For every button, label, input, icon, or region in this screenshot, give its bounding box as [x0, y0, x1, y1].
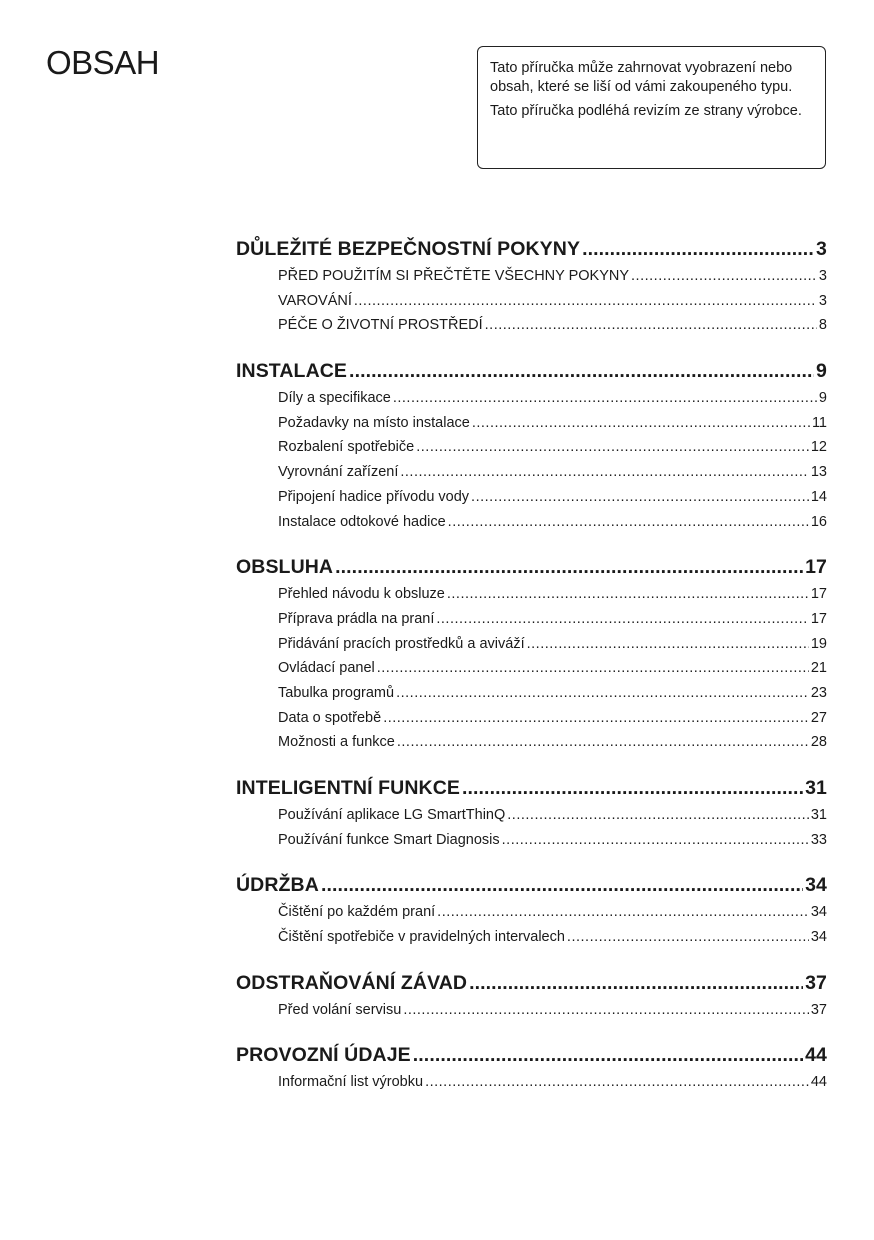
- toc-item[interactable]: [278, 510, 827, 535]
- toc-page-number: 33: [810, 831, 827, 848]
- toc-section-entry[interactable]: [236, 870, 827, 900]
- toc-item[interactable]: [278, 386, 827, 411]
- toc-item[interactable]: [278, 998, 827, 1023]
- dot-leader: [471, 485, 809, 510]
- toc-item[interactable]: [278, 900, 827, 925]
- dot-leader: [321, 870, 803, 900]
- toc-item[interactable]: [278, 706, 827, 731]
- toc-section-entry[interactable]: [236, 356, 827, 386]
- toc-section: [236, 552, 827, 755]
- toc-section-title: OBSLUHA: [236, 556, 334, 579]
- dot-leader: [448, 510, 809, 535]
- dot-leader: [393, 386, 817, 411]
- toc-item[interactable]: [278, 485, 827, 510]
- toc-item-title: Data o spotřebě: [278, 709, 382, 726]
- toc-item[interactable]: [278, 681, 827, 706]
- toc-section: [236, 1040, 827, 1095]
- toc-page-number: 3: [818, 268, 827, 284]
- toc-item-title: Tabulka programů: [278, 684, 395, 701]
- toc-item-title: Příprava prádla na praní: [278, 610, 435, 627]
- toc-page-number: 44: [810, 1074, 827, 1091]
- toc-item-title: Možnosti a funkce: [278, 734, 395, 751]
- toc-item-title: Rozbalení spotřebiče: [278, 439, 415, 456]
- dot-leader: [354, 289, 817, 314]
- toc-item-title: Před volání servisu: [278, 1001, 402, 1018]
- toc-item-title: Připojení hadice přívodu vody: [278, 488, 470, 505]
- dot-leader: [502, 828, 809, 853]
- toc-page-number: 9: [816, 360, 827, 383]
- toc-page-number: 37: [805, 971, 827, 994]
- toc-item-title: Instalace odtokové hadice: [278, 513, 446, 530]
- dot-leader: [485, 313, 817, 338]
- toc-item[interactable]: [278, 656, 827, 681]
- toc-item-title: Používání funkce Smart Diagnosis: [278, 831, 500, 848]
- dot-leader: [436, 607, 808, 632]
- toc-section-entry[interactable]: [236, 552, 827, 582]
- notice-text: Tato příručka podléhá revizím ze strany výrobce.: [490, 103, 802, 119]
- dot-leader: [403, 998, 809, 1023]
- dot-leader: [396, 681, 809, 706]
- toc-item[interactable]: [278, 289, 827, 314]
- toc-section-title: INTELIGENTNÍ FUNKCE: [236, 777, 460, 799]
- toc-section: [236, 356, 827, 534]
- toc-page-number: 19: [810, 635, 827, 652]
- toc-section-title: PROVOZNÍ ÚDAJE: [236, 1044, 411, 1067]
- dot-leader: [400, 460, 809, 485]
- toc-section-title: ODSTRAŇOVÁNÍ ZÁVAD: [236, 971, 468, 994]
- dot-leader: [527, 632, 809, 657]
- toc-item-title: Díly a specifikace: [278, 390, 391, 407]
- toc-page-number: 12: [810, 439, 827, 456]
- notice-text: Tato příručka může zahrnovat vyobrazení nebo obsah, které se liší od vámi zakoupeného typu.: [490, 60, 793, 95]
- toc-item[interactable]: [278, 828, 827, 853]
- toc-page-number: 34: [810, 904, 827, 921]
- toc-page-number: 3: [818, 292, 827, 309]
- toc-section: [236, 234, 827, 338]
- toc-item-title: Požadavky na místo instalace: [278, 414, 470, 431]
- toc-item[interactable]: [278, 1070, 827, 1095]
- toc-section-entry[interactable]: [236, 773, 827, 803]
- toc-section-entry[interactable]: [236, 234, 827, 264]
- notice-box: [477, 46, 826, 169]
- dot-leader: [397, 730, 809, 755]
- toc-item-title: VAROVÁNÍ: [278, 292, 352, 309]
- toc-item[interactable]: [278, 582, 827, 607]
- toc-page-number: 8: [818, 317, 827, 334]
- toc-item[interactable]: [278, 460, 827, 485]
- dot-leader: [631, 264, 817, 289]
- toc-page-number: 17: [810, 586, 827, 603]
- toc-item[interactable]: [278, 607, 827, 632]
- toc-page-number: 28: [810, 734, 827, 751]
- toc-item-title: PŘED POUŽITÍM SI PŘEČTĚTE VŠECHNY POKYNY: [278, 268, 630, 284]
- toc-item-title: Přehled návodu k obsluze: [278, 586, 445, 603]
- toc-page-number: 31: [810, 807, 827, 823]
- dot-leader: [507, 803, 809, 828]
- dot-leader: [469, 968, 803, 998]
- toc-section-title: INSTALACE: [236, 360, 348, 383]
- toc-item-title: Ovládací panel: [278, 660, 375, 677]
- toc-item-title: Čištění po každém praní: [278, 904, 436, 921]
- toc-page-number: 31: [805, 777, 827, 799]
- toc-page-number: 14: [810, 488, 827, 505]
- toc-item-title: Používání aplikace LG SmartThinQ: [278, 807, 506, 823]
- toc-page-number: 44: [805, 1044, 827, 1067]
- dot-leader: [413, 1040, 803, 1070]
- dot-leader: [447, 582, 809, 607]
- dot-leader: [377, 656, 809, 681]
- dot-leader: [349, 356, 814, 386]
- dot-leader: [437, 900, 809, 925]
- toc-page-number: 11: [811, 414, 827, 431]
- dot-leader: [462, 773, 803, 803]
- toc-page-number: 21: [810, 660, 827, 677]
- toc-section-entry[interactable]: [236, 1040, 827, 1070]
- toc-page-number: 9: [818, 390, 827, 407]
- toc-item[interactable]: [278, 411, 827, 436]
- toc-item[interactable]: [278, 803, 827, 828]
- toc-item-title: Vyrovnání zařízení: [278, 464, 399, 481]
- toc-item-title: Přidávání pracích prostředků a aviváží: [278, 635, 525, 652]
- toc-page-number: 23: [810, 684, 827, 701]
- toc-page-number: 17: [810, 610, 827, 627]
- toc-section: [236, 870, 827, 949]
- toc-page-number: 37: [810, 1001, 827, 1018]
- dot-leader: [383, 706, 809, 731]
- dot-leader: [567, 925, 809, 950]
- toc-item[interactable]: [278, 435, 827, 460]
- toc-item[interactable]: [278, 730, 827, 755]
- toc-item[interactable]: [278, 264, 827, 289]
- toc-page-number: 34: [805, 874, 827, 897]
- dot-leader: [582, 234, 814, 264]
- toc-section-title: ÚDRŽBA: [236, 874, 319, 897]
- toc-page-number: 3: [816, 238, 827, 260]
- toc-item[interactable]: [278, 313, 827, 338]
- toc-section: [236, 968, 827, 1023]
- dot-leader: [335, 552, 803, 582]
- toc-section: [236, 773, 827, 852]
- table-of-contents: [236, 234, 827, 1113]
- toc-page-number: 13: [810, 464, 827, 481]
- toc-section-entry[interactable]: [236, 968, 827, 998]
- toc-page-number: 27: [810, 709, 827, 726]
- toc-item-title: PÉČE O ŽIVOTNÍ PROSTŘEDÍ: [278, 317, 483, 334]
- toc-page-number: 16: [810, 513, 827, 530]
- dot-leader: [472, 411, 810, 436]
- toc-item-title: Informační list výrobku: [278, 1074, 424, 1091]
- toc-page-number: 34: [810, 929, 827, 946]
- toc-page-number: 17: [805, 556, 827, 579]
- toc-item[interactable]: [278, 632, 827, 657]
- dot-leader: [425, 1070, 809, 1095]
- dot-leader: [416, 435, 809, 460]
- toc-section-title: DŮLEŽITÉ BEZPEČNOSTNÍ POKYNY: [236, 238, 581, 260]
- toc-item[interactable]: [278, 925, 827, 950]
- toc-item-title: Čištění spotřebiče v pravidelných intervalech: [278, 929, 565, 946]
- page-title: OBSAH: [46, 44, 160, 81]
